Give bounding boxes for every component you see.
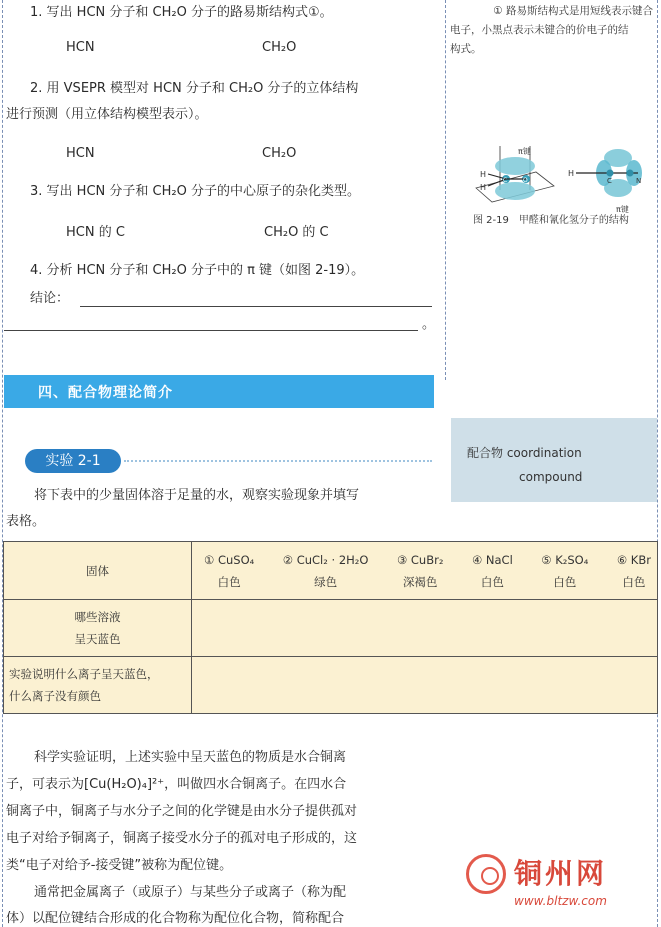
solid-6 — [617, 549, 651, 593]
h-label-3: H — [568, 169, 575, 178]
body-p1-line3: 铜离子中，铜离子与水分子之间的化学键是由水分子提供孤对 — [6, 804, 358, 819]
c-label-1: C — [503, 177, 508, 184]
question-1: 1. 写出 HCN 分子和 CH₂O 分子的路易斯结构式①。 — [30, 5, 333, 20]
pi-orbital-lower — [495, 182, 535, 200]
body-p1-line4: 电子对给予铜离子，铜离子接受水分子的孤对电子形成的，这 — [6, 831, 358, 846]
solid-4 — [472, 549, 513, 593]
solid-4-name: ④ NaCl — [471, 552, 513, 567]
o-label-1: O — [523, 177, 528, 184]
solid-2 — [283, 549, 369, 593]
row3-line1: 实验说明什么离子呈天蓝色， — [9, 667, 159, 681]
experiment-instruction-line1: 将下表中的少量固体溶于足量的水，观察实验现象并填写 — [34, 488, 360, 503]
table-header-label: 固体 — [4, 542, 192, 600]
footnote-line2: 电子，小黑点表示未键合的价电子的结 — [450, 24, 629, 36]
question-2-line2: 进行预测（用立体结构模型表示）。 — [6, 107, 208, 122]
question-3-ch2o: CH₂O 的 C — [264, 225, 329, 240]
experiment-table — [3, 541, 658, 714]
watermark — [462, 852, 658, 924]
experiment-instruction-line2: 表格。 — [6, 514, 46, 529]
h-label-2: H — [480, 183, 487, 192]
table-solids-cell — [192, 542, 658, 600]
question-2-ch2o: CH₂O — [262, 146, 297, 161]
question-1-ch2o: CH₂O — [262, 40, 297, 55]
pi-bond-label-1: π键 — [518, 147, 531, 156]
section-title: 四、配合物理论简介 — [38, 385, 173, 401]
pi-bond-label-2: π键 — [616, 205, 629, 214]
question-1-hcn: HCN — [66, 40, 95, 55]
section-heading-bar — [4, 375, 434, 408]
table-row2-answer[interactable] — [192, 600, 658, 657]
n-label-1: N — [636, 177, 642, 185]
solid-5 — [541, 549, 588, 593]
footnote-line1: ① 路易斯结构式是用短线表示键合 — [493, 5, 653, 17]
watermark-logo-icon — [466, 854, 506, 894]
solid-3 — [397, 549, 444, 593]
answer-line-2 — [4, 330, 418, 331]
body-p2-line1: 通常把金属离子（或原子）与某些分子或离子（称为配 — [34, 885, 347, 900]
h-label-1: H — [480, 170, 487, 179]
footnote-line3: 构式。 — [450, 43, 482, 55]
answer-line-end: 。 — [422, 317, 436, 332]
solid-5-name: ⑤ K₂SO₄ — [541, 552, 589, 567]
table-row2-label — [4, 600, 192, 657]
table-row — [4, 657, 658, 714]
solid-4-color: 白色 — [480, 574, 504, 589]
watermark-name: 铜州网 — [514, 857, 608, 890]
sidebar-divider — [445, 0, 446, 380]
solid-3-name: ③ CuBr₂ — [396, 552, 444, 567]
solid-6-color: 白色 — [622, 574, 646, 589]
answer-line-1 — [80, 306, 432, 307]
table-row — [4, 600, 658, 657]
solid-2-name: ② CuCl₂ · 2H₂O — [282, 552, 369, 567]
solid-5-color: 白色 — [553, 574, 577, 589]
solid-2-color: 绿色 — [314, 574, 338, 589]
experiment-dotted-rule — [124, 460, 432, 462]
question-3: 3. 写出 HCN 分子和 CH₂O 分子的中心原子的杂化类型。 — [30, 184, 360, 199]
row2-line2: 呈天蓝色 — [74, 632, 121, 646]
question-4: 4. 分析 HCN 分子和 CH₂O 分子中的 π 键（如图 2-19）。 — [30, 263, 365, 278]
pi-orbital-upper — [495, 157, 535, 175]
table-row — [4, 542, 658, 600]
figure-caption: 图 2-19 甲醛和氰化氢分子的结构 — [473, 215, 629, 226]
body-p1-line2: 子，可表示为[Cu(H₂O)₄]²⁺，叫做四水合铜离子。在四水合 — [6, 777, 347, 792]
solid-1-name: ① CuSO₄ — [204, 552, 255, 567]
body-p2-line2: 体）以配位键结合形成的化合物称为配位化合物，简称配合 — [6, 911, 345, 926]
solid-3-color: 深褐色 — [402, 574, 438, 589]
c-label-2: C — [607, 177, 612, 185]
solid-1-color: 白色 — [217, 574, 241, 589]
term-line2: compound — [519, 470, 583, 484]
question-2-hcn: HCN — [66, 146, 95, 161]
question-4-conclusion: 结论： — [30, 291, 70, 306]
table-row3-label — [4, 657, 192, 714]
watermark-url: www.bltzw.com — [514, 894, 607, 908]
question-3-hcn: HCN 的 C — [66, 225, 125, 240]
solid-6-name: ⑥ KBr — [616, 552, 651, 567]
table-row3-answer[interactable] — [192, 657, 658, 714]
footnote — [450, 2, 655, 59]
body-p1-line1: 科学实验证明，上述实验中呈天蓝色的物质是水合铜离 — [34, 750, 347, 765]
row2-line1: 哪些溶液 — [74, 610, 121, 624]
body-p1-line5: 类“电子对给予-接受键”被称为配位键。 — [6, 858, 233, 873]
term-line1: 配合物 coordination — [467, 446, 582, 460]
solid-1 — [204, 549, 254, 593]
experiment-label: 实验 2-1 — [25, 449, 121, 473]
question-2-line1: 2. 用 VSEPR 模型对 HCN 分子和 CH₂O 分子的立体结构 — [30, 81, 359, 96]
term-box — [451, 418, 657, 502]
row3-line2: 什么离子没有颜色 — [9, 689, 101, 703]
